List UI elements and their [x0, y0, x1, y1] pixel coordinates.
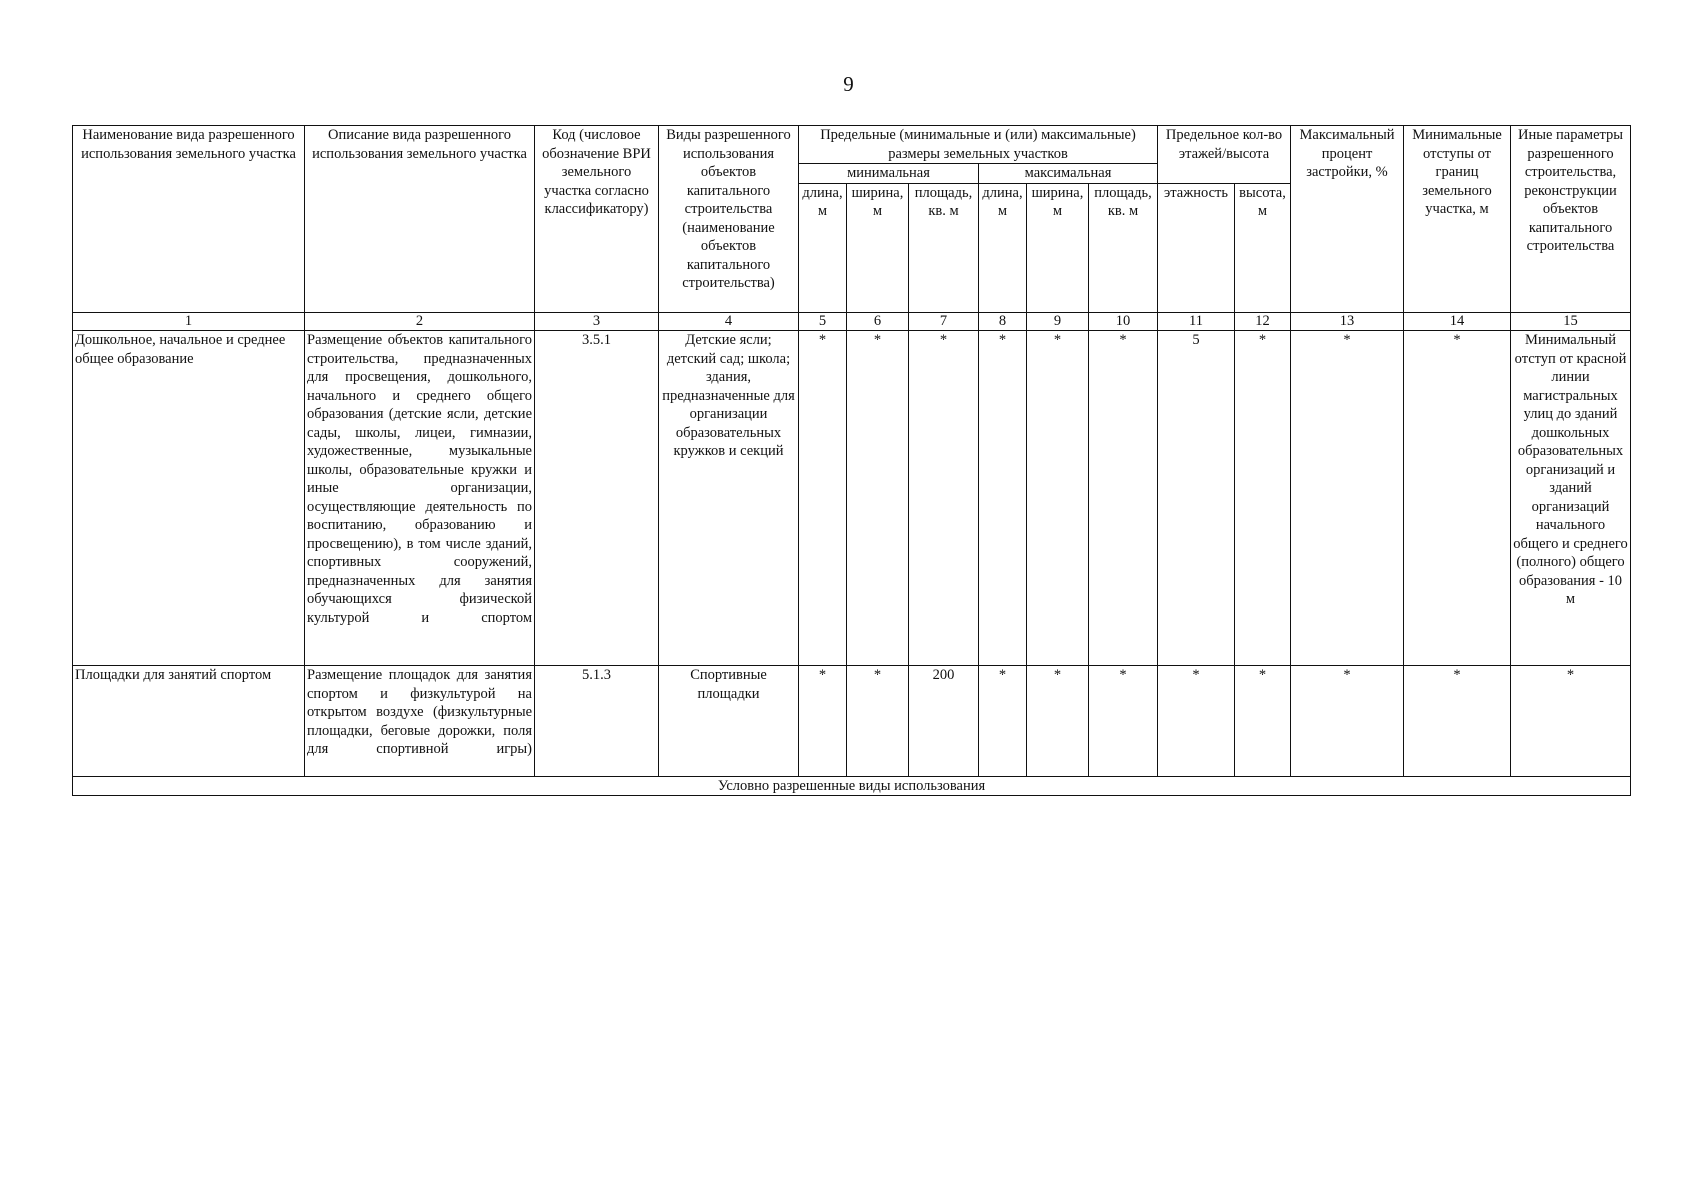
- header-col15: Иные параметры разрешенного строительства, реконструкции объектов капитального строительства: [1511, 126, 1631, 313]
- row-min-length: *: [799, 331, 847, 666]
- row-height: *: [1235, 331, 1291, 666]
- header-max-width: ширина, м: [1027, 183, 1089, 313]
- column-number: 5: [799, 313, 847, 331]
- section-caption: Условно разрешенные виды использования: [73, 777, 1631, 796]
- header-group-min: минимальная: [799, 164, 979, 184]
- row-name: Дошкольное, начальное и среднее общее образование: [73, 331, 305, 666]
- row-code: 3.5.1: [535, 331, 659, 666]
- row-objects: Спортивные площадки: [659, 666, 799, 777]
- header-group-sizes: Предельные (минимальные и (или) максимальные) размеры земельных участков: [799, 126, 1158, 164]
- column-number: 3: [535, 313, 659, 331]
- header-group-floors: Предельное кол-во этажей/высота: [1158, 126, 1291, 184]
- column-number: 2: [305, 313, 535, 331]
- column-number: 15: [1511, 313, 1631, 331]
- row-max-width: *: [1027, 666, 1089, 777]
- column-number: 10: [1089, 313, 1158, 331]
- header-max-length: длина, м: [979, 183, 1027, 313]
- row-other: Минимальный отступ от красной линии магистральных улиц до зданий дошкольных образовательных организаций и зданий организаций начального общего и среднего (полного) общего образования - 10 м: [1511, 331, 1631, 666]
- row-max-width: *: [1027, 331, 1089, 666]
- section-caption-row: [73, 777, 1631, 796]
- header-row-1: [73, 126, 1631, 164]
- table-row: [73, 331, 1631, 666]
- row-max-length: *: [979, 331, 1027, 666]
- row-min-width: *: [847, 666, 909, 777]
- header-min-area: площадь, кв. м: [909, 183, 979, 313]
- column-number: 12: [1235, 313, 1291, 331]
- row-max-area: *: [1089, 331, 1158, 666]
- header-col3: Код (числовое обозначение ВРИ земельного участка согласно классификатору): [535, 126, 659, 313]
- column-number: 4: [659, 313, 799, 331]
- row-description: Размещение объектов капитального строительства, предназначенных для просвещения, дошкольного, начального и среднего общего образования (детские ясли, детские сады, школы, лицеи, гимназии, художественные, музыкальные школы, образовательные кружки и иные организации, осуществляющие деятельность по воспитанию, образованию и просвещению), в том числе зданий, спортивных сооружений, предназначенных для занятия обучающихся физической культурой и спортом: [305, 331, 535, 666]
- header-col2: Описание вида разрешенного использования земельного участка: [305, 126, 535, 313]
- row-name: Площадки для занятий спортом: [73, 666, 305, 777]
- column-number: 13: [1291, 313, 1404, 331]
- row-min-setback: *: [1404, 666, 1511, 777]
- page-number: 9: [843, 72, 854, 96]
- header-group-max: максимальная: [979, 164, 1158, 184]
- header-min-width: ширина, м: [847, 183, 909, 313]
- row-description: Размещение площадок для занятия спортом и физкультурой на открытом воздухе (физкультурные площадки, беговые дорожки, поля для спортивной игры): [305, 666, 535, 777]
- header-floors: этажность: [1158, 183, 1235, 313]
- header-col14: Минимальные отступы от границ земельного участка, м: [1404, 126, 1511, 313]
- row-other: *: [1511, 666, 1631, 777]
- column-number: 6: [847, 313, 909, 331]
- column-numbers-row: [73, 313, 1631, 331]
- column-number: 11: [1158, 313, 1235, 331]
- header-col13: Максимальный процент застройки, %: [1291, 126, 1404, 313]
- header-col4: Виды разрешенного использования объектов капитального строительства (наименование объектов капитального строительства): [659, 126, 799, 313]
- column-number: 9: [1027, 313, 1089, 331]
- row-min-area: 200: [909, 666, 979, 777]
- row-height: *: [1235, 666, 1291, 777]
- row-min-setback: *: [1404, 331, 1511, 666]
- table-row: [73, 666, 1631, 777]
- row-floors: 5: [1158, 331, 1235, 666]
- row-objects: Детские ясли; детский сад; школа; здания, предназначенные для организации образовательных кружков и секций: [659, 331, 799, 666]
- header-col1: Наименование вида разрешенного использования земельного участка: [73, 126, 305, 313]
- row-min-width: *: [847, 331, 909, 666]
- header-max-area: площадь, кв. м: [1089, 183, 1158, 313]
- row-max-area: *: [1089, 666, 1158, 777]
- row-code: 5.1.3: [535, 666, 659, 777]
- column-number: 7: [909, 313, 979, 331]
- column-number: 14: [1404, 313, 1511, 331]
- row-min-area: *: [909, 331, 979, 666]
- row-floors: *: [1158, 666, 1235, 777]
- column-number: 1: [73, 313, 305, 331]
- header-min-length: длина, м: [799, 183, 847, 313]
- row-max-length: *: [979, 666, 1027, 777]
- row-min-length: *: [799, 666, 847, 777]
- header-height: высота, м: [1235, 183, 1291, 313]
- column-number: 8: [979, 313, 1027, 331]
- land-use-table: [72, 125, 1631, 796]
- row-max-percent: *: [1291, 331, 1404, 666]
- row-max-percent: *: [1291, 666, 1404, 777]
